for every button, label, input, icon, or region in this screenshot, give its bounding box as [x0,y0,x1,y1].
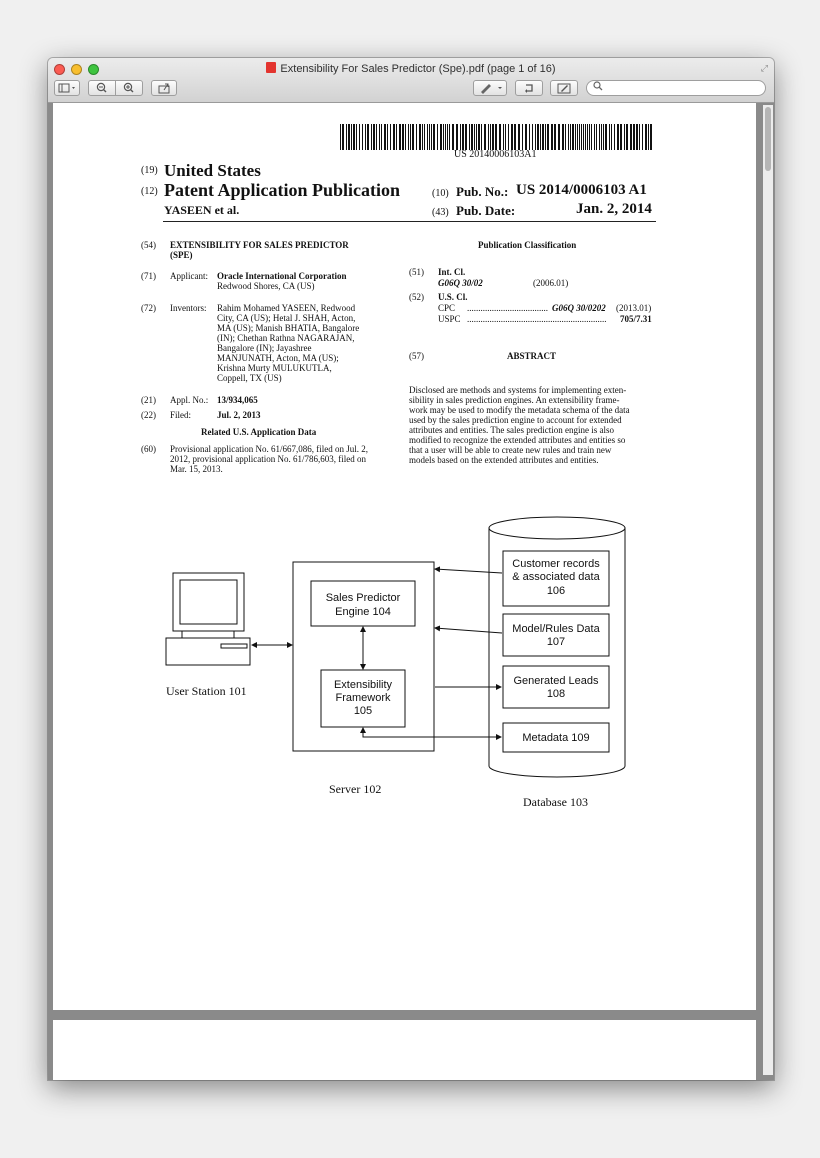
pub-no-label: Pub. No.: [456,184,509,199]
uspc-code: 705/7.31 [620,314,652,324]
search-field[interactable] [586,80,766,96]
cpc-code: G06Q 30/0202 [552,303,606,313]
ef-label-3: 105 [353,705,373,717]
inventors-line-4: (IN); Chethan Rathna NAGARAJAN, [217,333,355,343]
model-label-2: 107 [546,636,566,648]
leads-label-1: Generated Leads [513,675,599,687]
cust-label-2: & associated data [512,571,600,583]
document-viewport[interactable] [48,103,774,1080]
appl-no: 13/934,065 [217,395,258,405]
pub-no: US 2014/0006103 A1 [516,182,647,198]
inventors-line-1: Rahim Mohamed YASEEN, Redwood [217,303,356,313]
us-cl-label: U.S. Cl. [438,292,468,302]
abstract-line-2: sibility in sales prediction engines. An extensibility frame- [409,395,620,405]
window-toolbar [48,58,774,103]
zoom-in-icon [116,81,142,95]
ef-label-2: Framework [335,692,391,704]
pub-date-label: Pub. Date: [456,203,516,218]
applicant-label: Applicant: [170,271,208,281]
edit-icon [551,81,577,95]
abstract-line-4: used by the sales prediction engine to account for extended [409,415,622,425]
uspc-label: USPC [438,314,461,324]
zoom-in-button[interactable] [115,80,143,96]
model-rules-box [503,614,609,656]
abstract-line-8: models based on the extended attributes and entities. [409,455,599,465]
filed-label: Filed: [170,410,192,420]
abstract-line-7: that a user will be able to create new rules and train new [409,445,612,455]
window-title: Extensibility For Sales Predictor (Spe).pdf (page 1 of 16) [280,63,556,75]
ef-label-1: Extensibility [333,679,393,691]
abstract-line-6: modified to recognize the extended attributes and entities so [409,435,626,445]
inventors-line-6: MANJUNATH, Acton, MA (US); [217,353,339,363]
label-51: (51) [409,267,424,277]
user-station-computer [166,573,250,665]
leads-label-2: 108 [546,688,566,700]
appl-no-label: Appl. No.: [170,395,209,405]
related-heading: Related U.S. Application Data [201,427,317,437]
inventors-line-3: MA (US); Manish BHATIA, Bangalore [217,323,360,333]
int-cl-label: Int. Cl. [438,267,466,277]
spe-label-1: Sales Predictor [325,592,401,604]
cpc-leader: .................................... [467,303,548,313]
uspc-leader: .............................................................. [467,314,607,324]
vertical-scrollbar[interactable] [763,105,773,1075]
label-12: (12) [141,186,158,197]
label-22: (22) [141,410,156,420]
abstract-heading: ABSTRACT [507,351,557,361]
publication-type: Patent Application Publication [164,180,401,200]
meta-label-1: Metadata 109 [522,732,590,744]
rotate-icon [516,81,542,95]
sidebar-icon [55,81,79,95]
fullscreen-icon[interactable]: ⤢ [760,63,768,73]
applicant-location: Redwood Shores, CA (US) [217,281,315,291]
system-diagram [53,103,756,1010]
cust-label-3: 106 [546,585,566,597]
server-label: Server 102 [329,782,382,796]
related-line-3: Mar. 15, 2013. [170,464,223,474]
zoom-out-icon [89,81,115,95]
window-title-bar [48,62,774,75]
related-line-2: 2012, provisional application No. 61/786,603, filed on [170,454,366,464]
label-19: (19) [141,165,158,176]
rotate-button[interactable] [515,80,543,96]
inventors-label: Inventors: [170,303,207,313]
spe-label-2: Engine 104 [335,606,391,618]
label-43: (43) [432,207,449,218]
share-button[interactable] [151,80,177,96]
database-label: Database 103 [523,795,588,809]
pdf-page-2 [53,1020,756,1080]
authors: YASEEN et al. [164,203,240,217]
label-10: (10) [432,188,449,199]
sidebar-button[interactable] [54,80,80,96]
inventors-line-7: Krishna Murty MULUKUTLA, [217,363,332,373]
label-57: (57) [409,351,424,361]
model-label-1: Model/Rules Data [512,623,600,635]
abstract-line-1: Disclosed are methods and systems for implementing exten- [409,385,627,395]
share-icon [152,81,176,95]
int-cl-year: (2006.01) [533,278,569,288]
user-station-label: User Station 101 [166,684,247,698]
label-60: (60) [141,444,156,454]
cust-label-1: Customer records [512,558,600,570]
label-52: (52) [409,292,424,302]
pen-icon [474,81,506,95]
title-line-1: EXTENSIBILITY FOR SALES PREDICTOR [170,240,349,250]
generated-leads-box [503,666,609,708]
label-72: (72) [141,303,156,313]
cpc-year: (2013.01) [616,303,652,313]
label-21: (21) [141,395,156,405]
label-54: (54) [141,240,156,250]
country: United States [164,161,261,180]
classification-heading: Publication Classification [478,240,577,250]
label-71: (71) [141,271,156,281]
title-line-2: (SPE) [170,250,193,260]
zoom-out-button[interactable] [88,80,116,96]
barcode-number: US 20140006103A1 [454,149,537,160]
search-icon [593,81,603,91]
abstract-line-5: attributes and entities. The sales prediction engine is also [409,425,615,435]
cpc-label: CPC [438,303,456,313]
int-cl-code: G06Q 30/02 [438,278,483,288]
inventors-line-8: Coppell, TX (US) [217,373,282,383]
pub-date: Jan. 2, 2014 [576,201,652,217]
edit-button[interactable] [550,80,578,96]
pdf-file-icon [266,62,276,73]
abstract-line-3: work may be used to modify the metadata schema of the data [409,405,630,415]
filed-date: Jul. 2, 2013 [217,410,261,420]
related-line-1: Provisional application No. 61/667,086, filed on Jul. 2, [170,444,368,454]
inventors-line-5: Bangalore (IN); Jayashree [217,343,312,353]
annotate-button[interactable] [473,80,507,96]
pdf-page-1 [53,103,756,1010]
inventors-line-2: City, CA (US); Hetal J. SHAH, Acton, [217,313,356,323]
applicant-name: Oracle International Corporation [217,271,347,281]
preview-window [48,58,774,1080]
scrollbar-thumb[interactable] [765,107,771,171]
